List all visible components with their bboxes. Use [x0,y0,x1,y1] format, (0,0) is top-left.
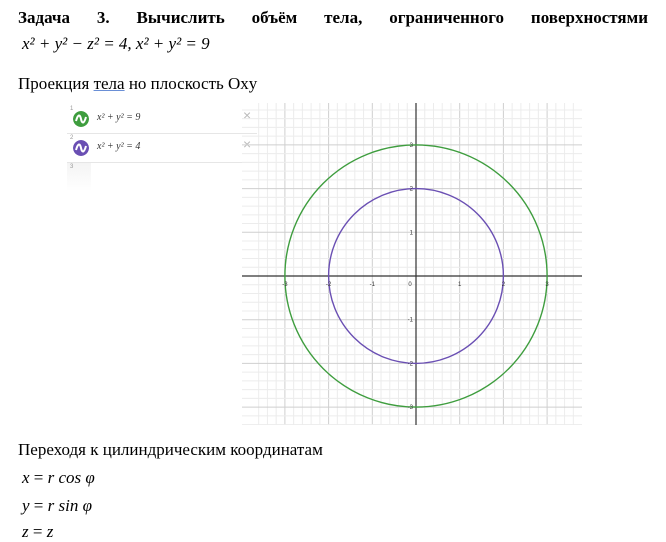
y-tick-label: 2 [409,186,413,193]
equation-y [22,496,92,516]
y-tick-label: 3 [409,142,413,149]
wave-icon[interactable] [73,140,89,156]
equation-lhs: z [22,522,29,541]
y-tick-label: -3 [407,405,413,412]
heading-word: 3. [96,8,110,27]
circle-graph [242,103,582,425]
heading-word: поверхностями [530,8,648,27]
x-tick-label: -1 [369,282,375,288]
expression-text[interactable]: x² + y² = 9 [97,112,141,123]
x-tick-label: 0 [408,282,412,288]
expression-number: 3 [70,164,74,170]
expression-text[interactable]: x² + y² = 4 [97,141,141,152]
close-icon[interactable]: × [243,136,252,152]
equation-x [22,468,95,488]
equation-rhs: z [46,522,54,541]
expression-row[interactable] [67,134,257,163]
y-tick-label: 1 [409,230,413,237]
equation-rhs: r cos φ [47,468,95,487]
equation-sign: = [28,522,47,541]
projection-text-underlined: тела [93,74,125,93]
equation-z [22,522,53,542]
expression-number: 1 [70,106,74,112]
x-tick-label: 2 [501,282,506,288]
equation-lhs: y [22,496,30,515]
equation-rhs: r sin φ [47,496,92,515]
heading-word: объём [251,8,298,27]
y-tick-label: -2 [407,361,413,368]
expression-row[interactable] [67,105,257,134]
task-heading [18,8,648,28]
close-icon[interactable]: × [243,107,252,123]
equation-sign: = [29,468,48,487]
x-tick-label: -3 [282,282,288,288]
projection-text-after: но плоскость Oxy [124,74,258,93]
x-tick-label: 3 [545,282,549,288]
expression-panel [67,105,257,190]
equation-sign: = [29,496,48,515]
surface-equations: x² + y² − z² = 4, x² + y² = 9 [22,34,210,53]
projection-label [18,74,257,94]
heading-word: ограниченного [389,8,505,27]
heading-word: тела, [324,8,363,27]
equation-lhs: x [22,468,30,487]
heading-word: Задача [18,8,70,27]
expression-number: 2 [70,135,74,141]
cylindrical-heading: Переходя к цилиндрическим координатам [18,440,323,459]
x-tick-label: 1 [458,282,462,288]
projection-text-before: Проекция [18,74,94,93]
new-expression-row[interactable] [67,163,91,191]
y-tick-label: -1 [407,317,413,324]
wave-icon[interactable] [73,111,89,127]
heading-word: Вычислить [136,8,225,27]
x-tick-label: -2 [325,282,332,288]
